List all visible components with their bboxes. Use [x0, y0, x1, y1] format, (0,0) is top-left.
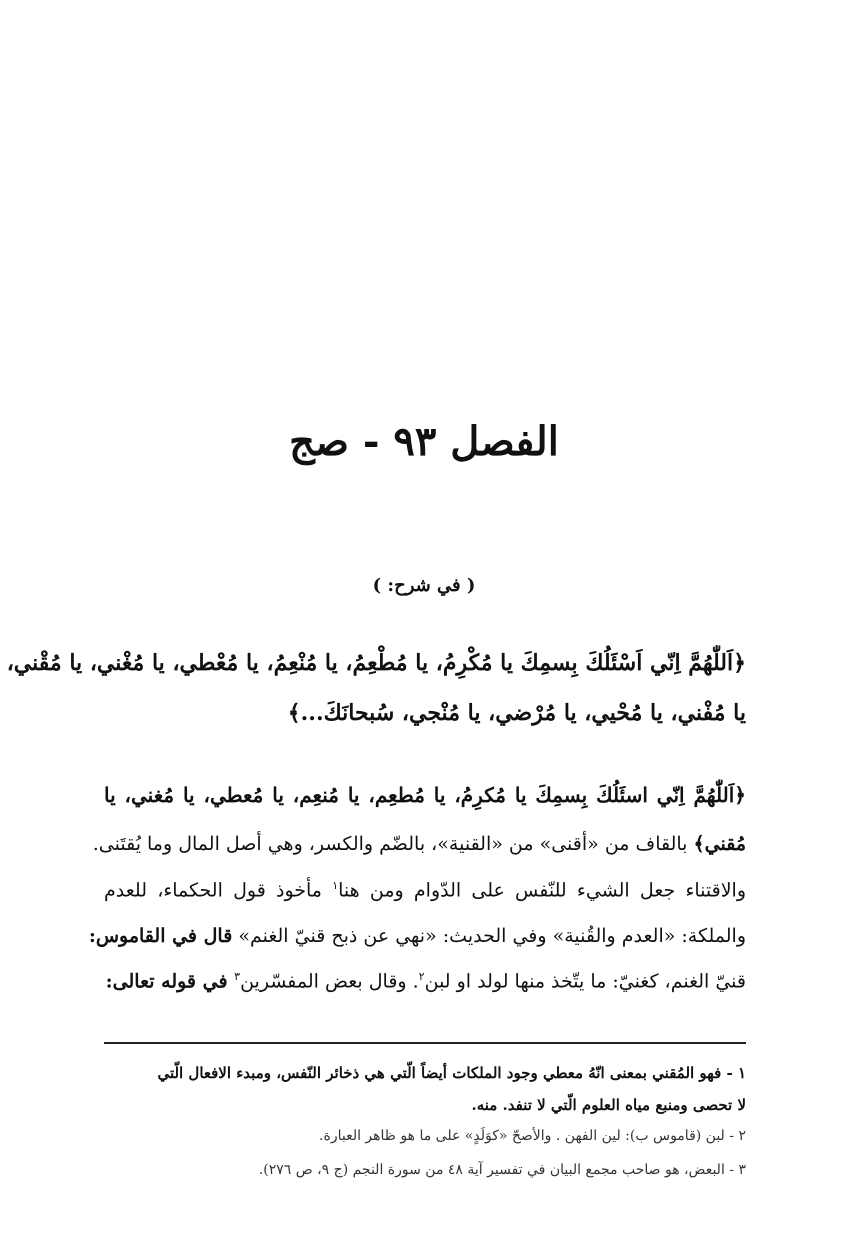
- footnote-ref-3[interactable]: ٣: [234, 970, 241, 983]
- prayer-line-1: ﴿اَللّٰهُمَّ اِنّي اَسْئَلُكَ بِسمِكَ يا مُكْرِمُ، يا مُطْعِمُ، يا مُنْعِمُ، يا مُعْطي، يا مُغْني، يا مُقْني،: [6, 650, 746, 676]
- commentary-line-3-a: والاقتناء جعل الشيء للنّفس على الدّوام ومن هنا: [338, 879, 747, 902]
- commentary-line-5: [104, 970, 746, 992]
- commentary-line-5-b: . وقال بعض المفسّرين: [240, 970, 419, 993]
- commentary-line-4-bold: قال في القاموس:: [88, 925, 233, 947]
- commentary-line-5-a: قنيّ الغنم، كغنيّ: ما يتّخذ منها لولد او لبن: [424, 970, 746, 993]
- section-subtitle: ( في شرح: ): [372, 575, 476, 596]
- commentary-line-3: [104, 879, 746, 901]
- commentary-line-2: [92, 833, 746, 855]
- chapter-title: الفصل ٩٣ - صج: [289, 418, 559, 465]
- footnote-ref-1[interactable]: ١: [332, 879, 339, 892]
- footnote-ref-2[interactable]: ٢: [418, 970, 425, 983]
- commentary-line-5-c: في قوله تعالى:: [105, 970, 235, 993]
- commentary-line-3-b: مأخوذ قول الحكماء، للعدم: [104, 879, 333, 902]
- commentary-line-1: ﴿اَللّٰهُمَّ اِنّي اسئَلُكَ بِسمِكَ يا مُكرِمُ، يا مُطعِم، يا مُنعِم، يا مُعطي، يا مُغني، يا: [104, 783, 746, 807]
- commentary-line-2-text: بالقاف من «أقنى» من «القنية»، بالضّم والكسر، وهي أصل المال وما يُقتَنى.: [92, 833, 694, 855]
- commentary-term: مُقني﴾: [693, 833, 746, 855]
- footnote-2: ٢ - لبن (قاموس ب): لين الفهن . والأصحّ «كوَلَدٍ» على ما هو ظاهر العبارة.: [319, 1128, 746, 1144]
- footnote-divider: [104, 1042, 746, 1044]
- commentary-line-4-a: والملكة: «العدم والقُنية» وفي الحديث: «نهي عن ذبح قنيّ الغنم»: [232, 925, 746, 947]
- commentary-line-4: [88, 925, 746, 947]
- footnote-3: ٣ - البعض، هو صاحب مجمع البيان في تفسير آية ٤٨ من سورة النجم (ج ٩، ص ٢٧٦).: [258, 1162, 746, 1178]
- footnote-1-line-1: ١ - فهو المُقني بمعنى انّهُ معطي وجود الملكات أيضاً الّتي هي ذخائر النّفس، ومبدء الافعال الّتي: [157, 1064, 746, 1082]
- footnote-1-line-2: لا تحصى ومنبع مياه العلوم الّتي لا تنفد. منه.: [471, 1096, 746, 1114]
- prayer-line-2: يا مُفْني، يا مُحْيي، يا مُرْضي، يا مُنْجي، سُبحانَكَ...﴾: [287, 700, 746, 726]
